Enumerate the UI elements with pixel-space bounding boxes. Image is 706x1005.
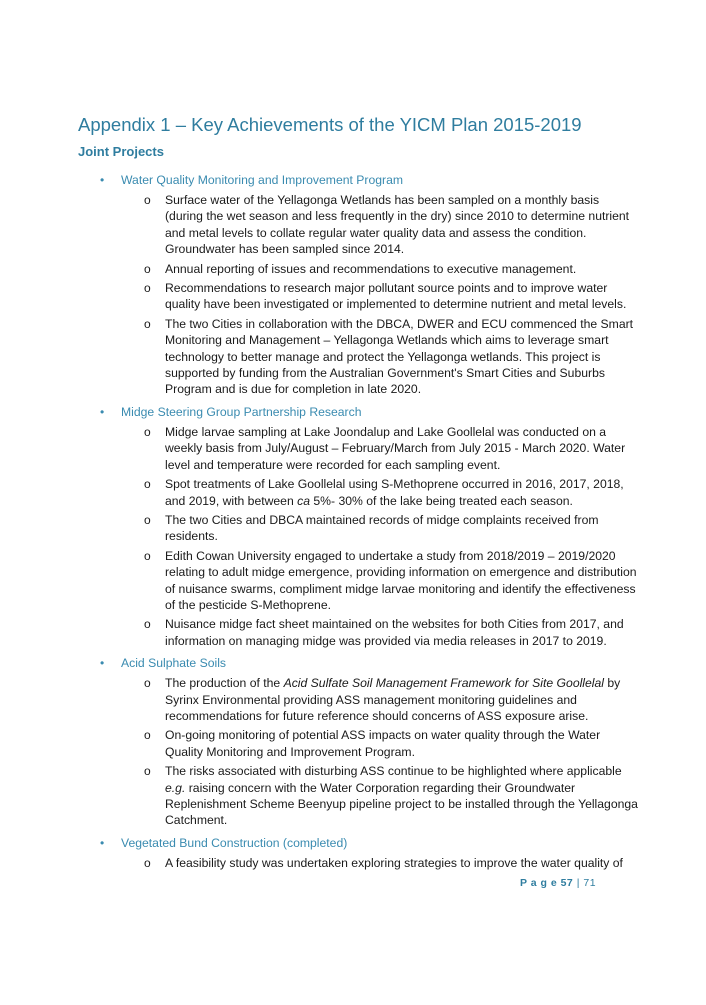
sub-item-text: The two Cities and DBCA maintained records of midge complaints received from residents. xyxy=(165,512,599,544)
sub-item xyxy=(78,548,638,614)
section-item xyxy=(78,835,638,871)
section-heading-text: Water Quality Monitoring and Improvement Program xyxy=(121,173,404,187)
sub-item xyxy=(78,316,638,398)
sub-item xyxy=(78,476,638,509)
sub-item-text: Spot treatments of Lake Goollelal using S-Methoprene occurred in 2016, 2017, 2018, and 2019, with between xyxy=(165,477,624,508)
circle-bullet-icon: o xyxy=(144,764,151,779)
sub-item-text: 5%- 30% of the lake being treated each season. xyxy=(310,493,573,508)
section-heading xyxy=(78,404,638,421)
bullet-list xyxy=(78,172,638,877)
circle-bullet-icon: o xyxy=(144,617,151,632)
circle-bullet-icon: o xyxy=(144,477,151,492)
sub-item xyxy=(78,424,638,473)
italic-text: Acid Sulfate Soil Management Framework for Site Goollelal xyxy=(283,676,604,691)
section-heading xyxy=(78,172,638,189)
sub-item xyxy=(78,763,638,829)
sub-item-text: The risks associated with disturbing ASS continue to be highlighted where applicable xyxy=(165,764,622,779)
sub-item xyxy=(78,616,638,649)
section-heading-text: Acid Sulphate Soils xyxy=(121,656,227,671)
bullet-icon: • xyxy=(100,835,105,850)
sub-item xyxy=(78,261,638,277)
sub-item xyxy=(78,675,638,724)
page-total: 71 xyxy=(583,877,597,889)
section-item xyxy=(78,404,638,649)
circle-bullet-icon: o xyxy=(144,855,151,870)
sub-item-text: Surface water of the Yellagonga Wetlands has been sampled on a monthly basis (during the wet season and less frequently in the dry) since 2010 to determine nutrient and metal levels to collate regular water quality data and assess the condition. Groundwater has been sampled since 2014. xyxy=(165,193,630,257)
circle-bullet-icon: o xyxy=(144,316,151,331)
circle-bullet-icon: o xyxy=(144,728,151,743)
section-item xyxy=(78,655,638,829)
section-subtitle: Joint Projects xyxy=(78,144,164,159)
sub-item xyxy=(78,192,638,258)
sub-item xyxy=(78,280,638,313)
sub-item-text: Edith Cowan University engaged to undertake a study from 2018/2019 – 2019/2020 relating to adult midge emergence, providing information on emergence and distribution of nuisance swarms, compliment midge larvae monitoring and identify the effectiveness of the pesticide S-Methoprene. xyxy=(165,548,637,612)
bullet-icon: • xyxy=(100,656,105,671)
sub-item-text: The two Cities in collaboration with the DBCA, DWER and ECU commenced the Smart Monitoring and Management – Yellagonga Wetlands which aims to leverage smart technology to better manage and protect the Yellagonga wetlands. This project is supported by funding from the Australian Government's Smart Cities and Suburbs Program and is due for completion in late 2020. xyxy=(165,316,634,397)
section-heading-text: Midge Steering Group Partnership Research xyxy=(121,404,362,419)
sub-item-text: The production of the xyxy=(165,676,284,691)
circle-bullet-icon: o xyxy=(144,676,151,691)
circle-bullet-icon: o xyxy=(144,424,151,439)
section-heading xyxy=(78,835,638,852)
circle-bullet-icon: o xyxy=(144,512,151,527)
circle-bullet-icon: o xyxy=(144,281,151,296)
page-title: Appendix 1 – Key Achievements of the YICM Plan 2015-2019 xyxy=(78,114,582,135)
section-heading-text: Vegetated Bund Construction (completed) xyxy=(121,835,348,850)
sub-item-text: raising concern with the Water Corporation regarding their Groundwater Replenishment Scheme Beenyup pipeline project to be installed through the Yellagonga Catchment. xyxy=(165,780,638,828)
page-number: 57 xyxy=(560,877,574,889)
bullet-icon: • xyxy=(100,173,105,187)
sub-item-text: Midge larvae sampling at Lake Joondalup and Lake Goollelal was conducted on a weekly basis from July/August – February/March from July 2015 - March 2020. Water level and temperature were recorded for each sampling event. xyxy=(165,424,626,472)
circle-bullet-icon: o xyxy=(144,193,151,207)
italic-text: ca xyxy=(297,493,311,508)
sub-item xyxy=(78,512,638,545)
section-item xyxy=(78,172,638,398)
circle-bullet-icon: o xyxy=(144,261,151,276)
sub-item-text: by Syrinx Environmental providing ASS management monitoring guidelines and recommendations for future reference should concerns of ASS exposure arise. xyxy=(165,676,621,723)
sub-item xyxy=(78,855,638,871)
section-heading xyxy=(78,655,638,672)
sub-item-text: Annual reporting of issues and recommendations to executive management. xyxy=(165,261,577,276)
circle-bullet-icon: o xyxy=(144,548,151,563)
italic-text: e.g. xyxy=(165,780,186,795)
bullet-icon: • xyxy=(100,404,105,419)
page-separator: | xyxy=(576,877,580,889)
sub-item-text: Nuisance midge fact sheet maintained on the websites for both Cities from 2017, and information on managing midge was provided via media releases in 2017 to 2019. xyxy=(165,617,624,648)
page-label: P a g e xyxy=(520,877,558,889)
page-footer xyxy=(520,877,596,889)
sub-item-text: A feasibility study was undertaken exploring strategies to improve the water quality of xyxy=(165,855,623,870)
sub-item-text: Recommendations to research major pollutant source points and to improve water quality have been investigated or implemented to determine nutrient and metal levels. xyxy=(165,281,627,312)
sub-item-text: On-going monitoring of potential ASS impacts on water quality through the Water Quality Monitoring and Improvement Program. xyxy=(165,728,601,759)
sub-item xyxy=(78,727,638,760)
